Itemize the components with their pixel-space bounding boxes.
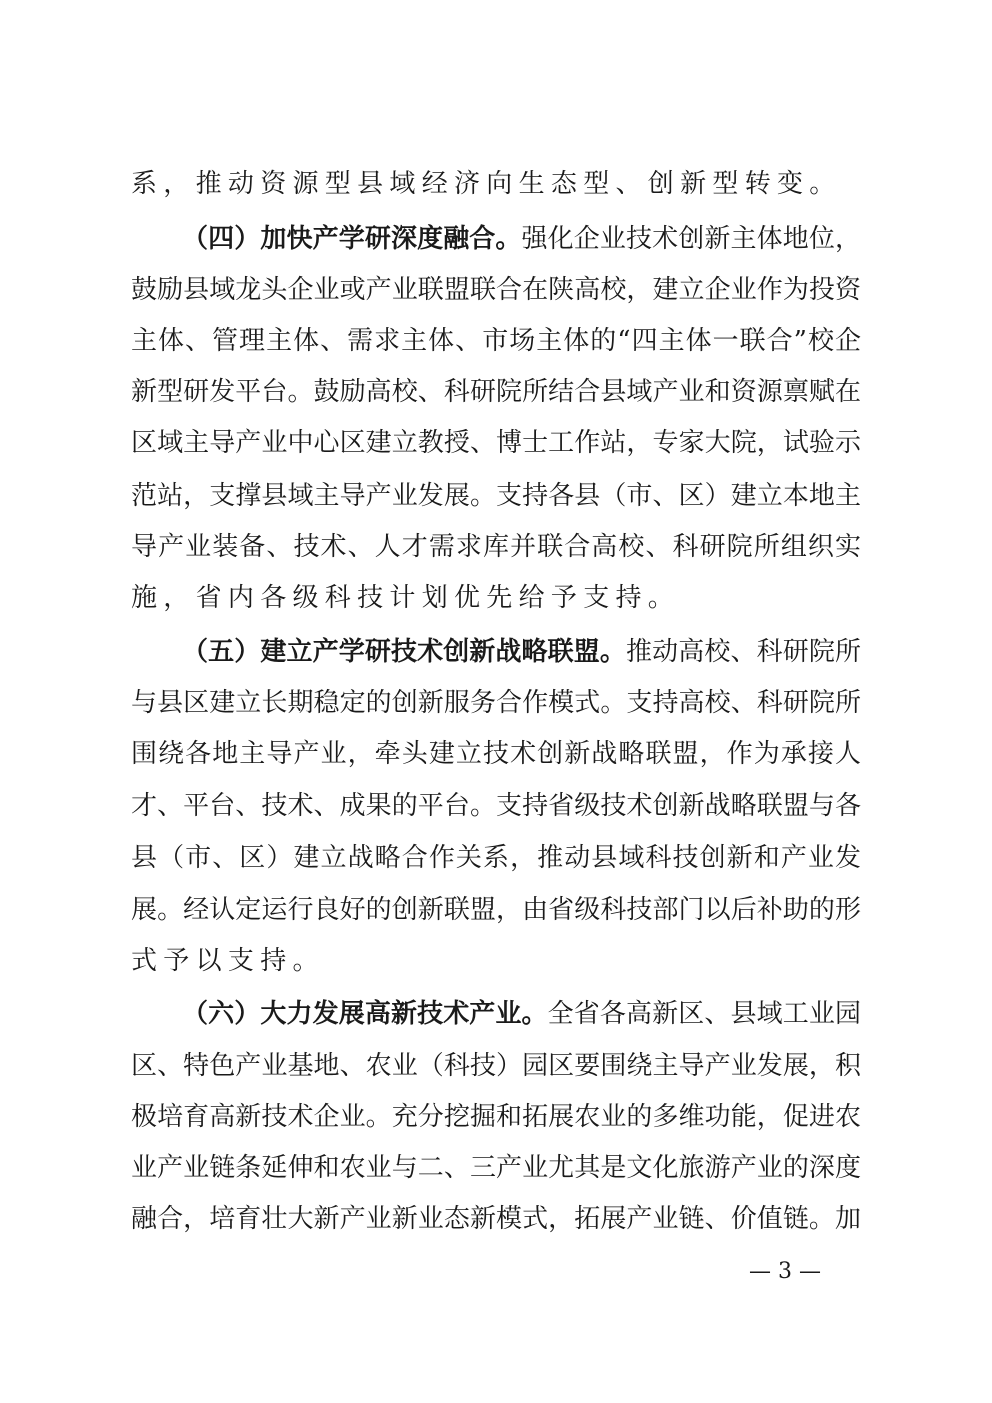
body-line: [131, 321, 861, 361]
line-text: 业产业链条延伸和农业与二、三产业尤其是文化旅游产业的深度: [131, 1153, 861, 1183]
section-heading: （四）加快产学研深度融合。: [182, 224, 522, 254]
line-text: 导产业装备、技术、人才需求库并联合高校、科研院所组织实: [131, 532, 861, 562]
section-heading-line: [182, 219, 861, 259]
section-heading-line: [182, 994, 861, 1034]
body-line: [131, 164, 861, 204]
body-line: [131, 890, 861, 930]
section-heading: （五）建立产学研技术创新战略联盟。: [182, 637, 627, 667]
line-text: 展。经认定运行良好的创新联盟，由省级科技部门以后补助的形: [131, 895, 861, 925]
body-line: [131, 734, 861, 774]
body-line: [131, 941, 861, 981]
line-text: 极培育高新技术企业。充分挖掘和拓展农业的多维功能，促进农: [131, 1102, 861, 1132]
body-line: [131, 838, 861, 878]
body-line: [131, 1097, 861, 1137]
line-text: 才、平台、技术、成果的平台。支持省级技术创新战略联盟与各: [131, 791, 861, 821]
line-text: 范站，支撑县域主导产业发展。支持各县（市、区）建立本地主: [131, 481, 861, 511]
body-line: [131, 1046, 861, 1086]
line-text: 新型研发平台。鼓励高校、科研院所结合县域产业和资源禀赋在: [131, 377, 861, 407]
body-line: [131, 578, 861, 618]
page-number: — 3 —: [749, 1259, 821, 1284]
body-line: [131, 1148, 861, 1188]
body-line: [131, 1199, 861, 1239]
body-line: [131, 683, 861, 723]
line-text: 施，省内各级科技计划优先给予支持。: [131, 583, 681, 613]
line-text: 式予以支持。: [131, 946, 325, 976]
line-text: 区、特色产业基地、农业（科技）园区要围绕主导产业发展，积: [131, 1051, 861, 1081]
line-text: 围绕各地主导产业，牵头建立技术创新战略联盟，作为承接人: [131, 739, 861, 769]
line-text: 推动高校、科研院所: [626, 637, 861, 667]
line-text: 鼓励县域龙头企业或产业联盟联合在陕高校，建立企业作为投资: [131, 275, 861, 305]
section-heading: （六）大力发展高新技术产业。: [182, 999, 548, 1029]
body-line: [131, 423, 861, 463]
body-line: [131, 270, 861, 310]
body-line: [131, 372, 861, 412]
body-line: [131, 527, 861, 567]
line-text: 融合，培育壮大新产业新业态新模式，拓展产业链、价值链。加: [131, 1204, 861, 1234]
section-heading-line: [182, 632, 861, 672]
line-text: 全省各高新区、县域工业园: [547, 999, 861, 1029]
body-line: [131, 476, 861, 516]
line-text: 与县区建立长期稳定的创新服务合作模式。支持高校、科研院所: [131, 688, 861, 718]
line-text: 主体、管理主体、需求主体、市场主体的“四主体一联合”校企: [131, 326, 861, 356]
body-line: [131, 786, 861, 826]
line-text: 县（市、区）建立战略合作关系，推动县域科技创新和产业发: [131, 843, 861, 873]
line-text: 强化企业技术创新主体地位，: [521, 224, 861, 254]
line-text: 系，推动资源型县域经济向生态型、创新型转变。: [131, 169, 842, 199]
line-text: 区域主导产业中心区建立教授、博士工作站，专家大院，试验示: [131, 428, 861, 458]
